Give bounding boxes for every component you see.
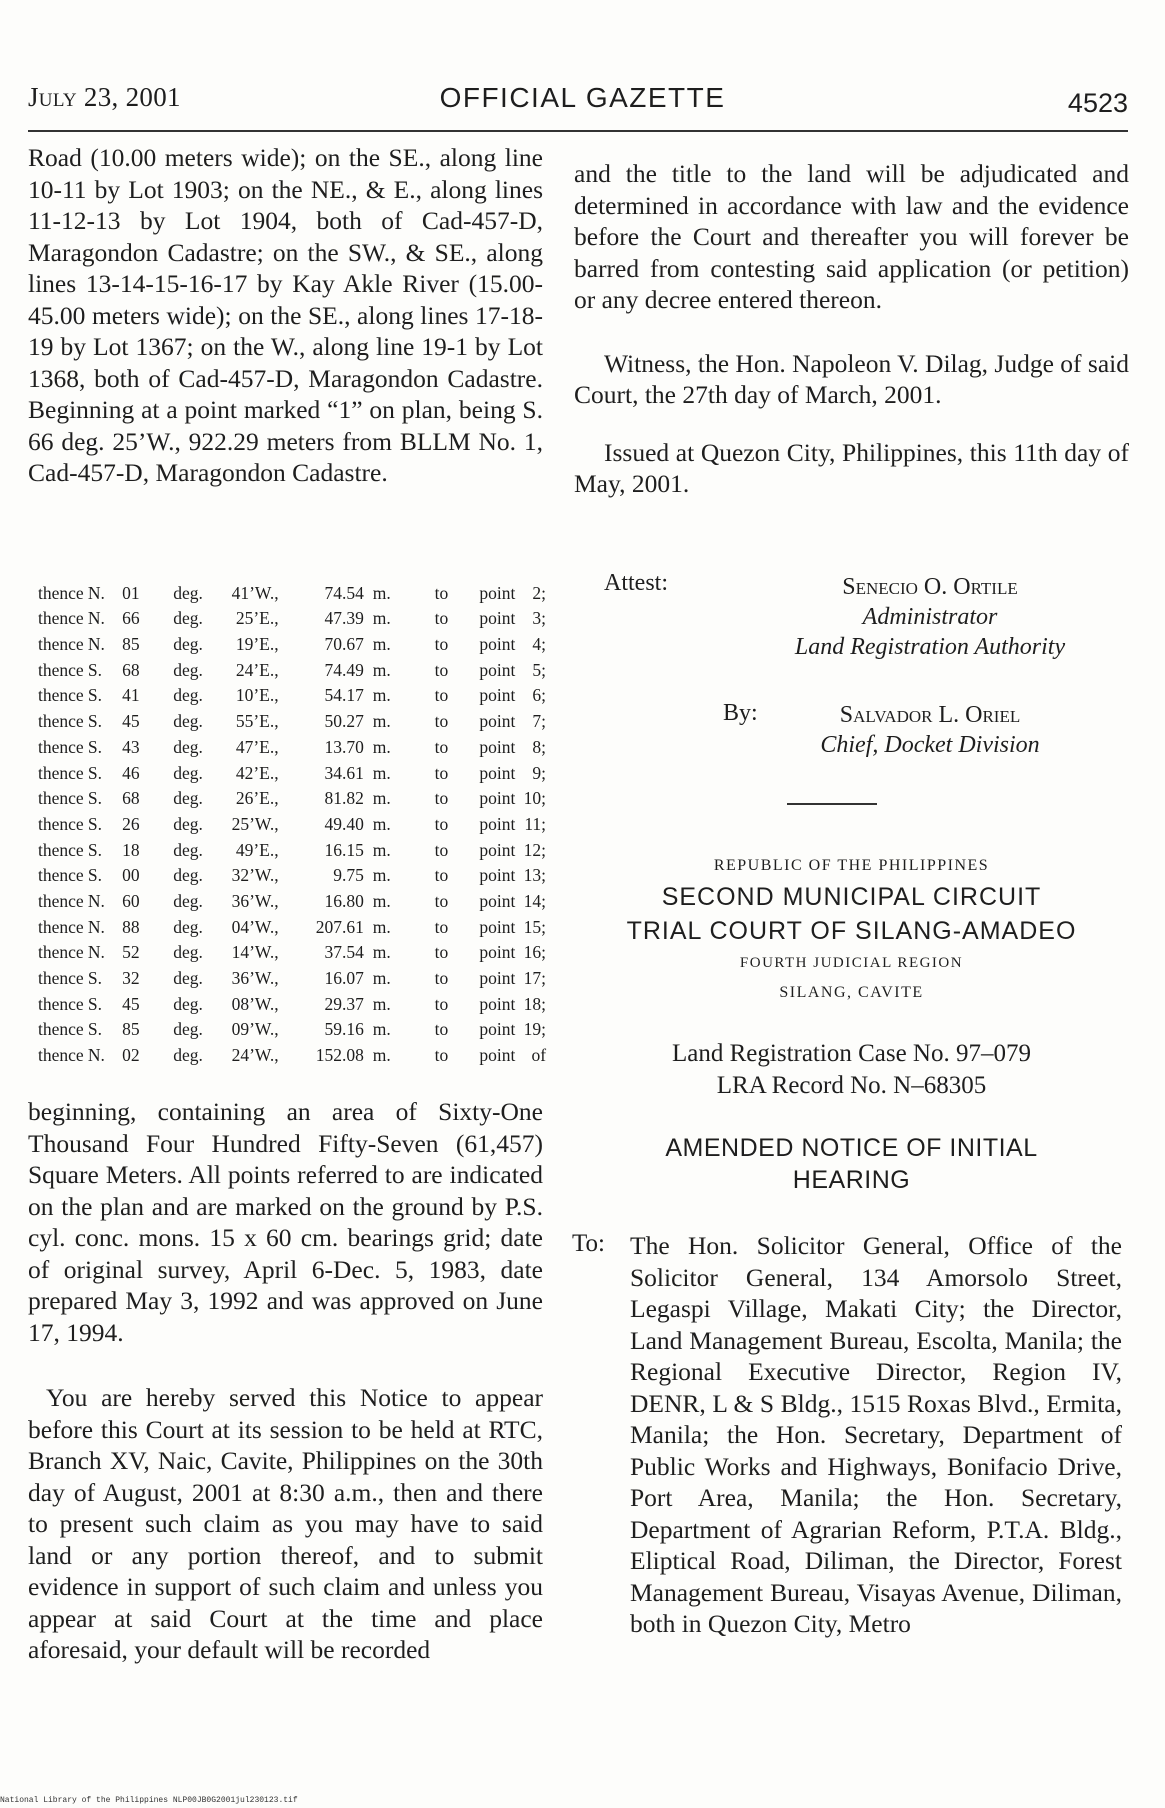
bearing-cell-pt: point [479, 582, 516, 603]
bearing-cell-m: m. [372, 762, 391, 783]
bearing-row [38, 732, 546, 758]
bearing-cell-d: S. [87, 1019, 102, 1040]
bearing-cell-u: deg. [173, 659, 203, 680]
bearing-cell-d: N. [87, 608, 105, 629]
bearing-cell-pt: point [479, 711, 516, 732]
bearing-cell-dist: 29.37 [324, 993, 364, 1014]
bearing-cell-to: to [434, 736, 449, 757]
bearing-cell-to: to [434, 711, 449, 732]
bearing-cell-dist: 16.07 [324, 968, 364, 988]
bearing-cell-deg: 85 [122, 1019, 140, 1040]
attest-block [760, 572, 1100, 662]
bearing-cell-to: to [434, 839, 449, 860]
bearing-cell-dist: 207.61 [315, 916, 364, 937]
bearing-cell-deg: 60 [122, 890, 140, 911]
bearing-cell-pt: point [479, 634, 516, 655]
bearing-cell-dist: 74.54 [324, 582, 364, 603]
right-column [574, 158, 1129, 500]
bearing-cell-deg: 52 [122, 942, 140, 963]
bearing-cell-pt: point [479, 659, 516, 680]
bearing-cell-d: S. [87, 736, 102, 757]
bearing-cell-min: 36’W., [231, 890, 279, 911]
bearing-cell-d: N. [87, 942, 105, 963]
bearing-cell-u: deg. [173, 890, 203, 911]
bearing-cell-deg: 46 [122, 762, 140, 783]
bearing-cell-m: m. [372, 1045, 391, 1066]
bearing-cell-to: to [434, 1019, 449, 1040]
bearing-cell-d: S. [87, 813, 102, 834]
date-rest: 23, 2001 [76, 82, 181, 112]
to-label: To: [572, 1230, 605, 1257]
lra-record-number: LRA Record No. N–68305 [716, 1072, 987, 1099]
bearing-row [38, 886, 546, 912]
addressees-text: The Hon. Solicitor General, Office of the Solicitor General, 134 Amorsolo Street, Legaspi Village, Makati City; the Director, Land Management Bureau, Escolta, Manila; the Regional Executive Director, Region IV, DENR, L & S Bldg., 1515 Roxas Blvd., Ermita, Manila; the Hon. Secretary, Department of Public Works and Highways, Bonifacio Drive, Port Area, Manila; the Hon. Secretary, Department of Agrarian Reform, P.T.A. Bldg., Eliptical Road, Diliman, the Director, Forest Management Bureau, Visayas Avenue, Diliman, both in Quezon City, Metro [630, 1231, 1122, 1638]
bearing-cell-to: to [434, 659, 449, 680]
bearing-cell-deg: 02 [122, 1045, 140, 1066]
bearing-cell-w: thence [38, 634, 84, 655]
bearing-cell-dist: 152.08 [315, 1045, 364, 1066]
left-column [28, 142, 543, 489]
bearing-cell-n: 5; [532, 659, 547, 680]
bearing-cell-min: 32’W., [231, 865, 279, 886]
bearing-cell-w: thence [38, 942, 84, 963]
attest-label: Attest: [604, 570, 668, 596]
bearing-cell-to: to [434, 1045, 449, 1066]
bearing-cell-u: deg. [173, 582, 203, 603]
bearing-cell-deg: 45 [122, 993, 140, 1014]
bearing-cell-dist: 16.80 [324, 890, 364, 911]
bearing-cell-deg: 85 [122, 634, 140, 655]
bearing-cell-w: thence [38, 685, 84, 706]
bearing-cell-n: 13; [523, 865, 547, 886]
bearing-cell-min: 26’E., [235, 788, 279, 809]
bearing-cell-u: deg. [173, 839, 203, 860]
bearing-cell-m: m. [372, 711, 391, 732]
bearing-cell-pt: point [479, 685, 516, 706]
bearing-cell-n: 12; [523, 839, 547, 860]
bearing-cell-n: 16; [523, 942, 547, 963]
bearing-cell-pt: point [479, 813, 516, 834]
bearing-cell-n: 10; [523, 788, 547, 809]
bearing-cell-u: deg. [173, 1045, 203, 1066]
bearing-cell-dist: 9.75 [333, 865, 364, 886]
bearing-cell-w: thence [38, 968, 84, 988]
bearing-cell-pt: point [479, 865, 516, 886]
bearing-cell-m: m. [372, 916, 391, 937]
bearing-cell-u: deg. [173, 711, 203, 732]
bearing-cell-d: S. [87, 839, 102, 860]
description-paragraph: Road (10.00 meters wide); on the SE., along line 10-11 by Lot 1903; on the NE., & E., along lines 11-12-13 by Lot 1904, both of Cad-457-D, Maragondon Cadastre; on the SW., & SE., along lines 13-14-15-16-17 by Kay Akle River (15.00-45.00 meters wide); on the SE., along lines 17-18-19 by Lot 1367; on the W., along line 19-1 by Lot 1368, both of Cad-457-D, Maragondon Cadastre. Beginning at a point marked “1” on plan, being S. 66 deg. 25’W., 922.29 meters from BLLM No. 1, Cad-457-D, Maragondon Cadastre. [28, 143, 543, 487]
bearing-cell-to: to [434, 634, 449, 655]
bearing-cell-deg: 88 [122, 916, 140, 937]
court-location: SILANG, CAVITE [779, 984, 924, 1001]
bearing-cell-w: thence [38, 659, 84, 680]
bearing-cell-d: N. [87, 582, 105, 603]
bearing-cell-deg: 43 [122, 736, 140, 757]
bearing-row [38, 706, 546, 732]
bearing-cell-n: 4; [532, 634, 547, 655]
bearing-cell-pt: point [479, 916, 516, 937]
bearing-cell-m: m. [372, 608, 391, 629]
bearing-cell-min: 10’E., [235, 685, 279, 706]
bearing-cell-to: to [434, 942, 449, 963]
bearing-row [38, 1015, 546, 1041]
bearing-cell-m: m. [372, 865, 391, 886]
bearing-cell-dist: 81.82 [324, 788, 364, 809]
bearing-row [38, 989, 546, 1015]
bearing-cell-dist: 74.49 [324, 659, 364, 680]
bearing-cell-u: deg. [173, 813, 203, 834]
by-title: Chief, Docket Division [820, 732, 1040, 758]
bearing-cell-w: thence [38, 608, 84, 629]
bearing-cell-d: S. [87, 968, 102, 988]
bearing-cell-m: m. [372, 968, 391, 988]
bearing-cell-n: 14; [523, 890, 547, 911]
bearing-cell-w: thence [38, 890, 84, 911]
bearing-cell-pt: point [479, 1045, 516, 1066]
bearing-cell-dist: 59.16 [324, 1019, 364, 1040]
bearing-cell-u: deg. [173, 916, 203, 937]
bearing-cell-pt: point [479, 788, 516, 809]
bearing-cell-m: m. [372, 634, 391, 655]
bearing-cell-pt: point [479, 736, 516, 757]
bearing-cell-w: thence [38, 582, 84, 603]
bearings-table [38, 578, 546, 1066]
library-watermark: National Library of the Philippines NLP00JB0G2001jul230123.tif [0, 1796, 298, 1805]
bearing-cell-m: m. [372, 1019, 391, 1040]
bearing-cell-to: to [434, 968, 449, 988]
bearing-cell-u: deg. [173, 685, 203, 706]
bearing-cell-u: deg. [173, 993, 203, 1014]
bearing-cell-deg: 01 [122, 582, 140, 603]
bearing-row [38, 1040, 546, 1066]
bearing-row [38, 629, 546, 655]
bearing-cell-w: thence [38, 813, 84, 834]
bearing-cell-min: 36’W., [231, 968, 279, 988]
bearing-cell-m: m. [372, 685, 391, 706]
bearing-cell-w: thence [38, 736, 84, 757]
bearing-cell-n: 7; [532, 711, 547, 732]
by-block [790, 700, 1070, 760]
bearing-cell-deg: 26 [122, 813, 140, 834]
bearing-cell-u: deg. [173, 762, 203, 783]
bearing-row [38, 963, 546, 989]
bearing-cell-d: S. [87, 659, 102, 680]
area-paragraph: beginning, containing an area of Sixty-One Thousand Four Hundred Fifty-Seven (61,457) Square Meters. All points referred to are indicated on the plan and are marked on the ground by P.S. cyl. conc. mons. 15 x 60 cm. bearings grid; date of original survey, April 6-Dec. 5, 1983, date prepared May 3, 1992 and was approved on June 17, 1994. [28, 1097, 543, 1347]
bearing-cell-dist: 37.54 [324, 942, 364, 963]
bearing-cell-w: thence [38, 916, 84, 937]
bearing-cell-d: N. [87, 1045, 105, 1066]
bearing-cell-d: N. [87, 634, 105, 655]
bearing-cell-pt: point [479, 762, 516, 783]
court-name-1: SECOND MUNICIPAL CIRCUIT [661, 883, 1042, 911]
publication-title: OFFICIAL GAZETTE [439, 82, 726, 113]
bearing-cell-min: 08’W., [231, 993, 279, 1014]
bearing-cell-n: 11; [524, 813, 547, 834]
left-column-continued [28, 1096, 543, 1666]
attest-name: Senecio O. Ortile [842, 574, 1018, 600]
bearing-cell-min: 24’E., [235, 659, 279, 680]
bearing-cell-pt: point [479, 839, 516, 860]
bearing-cell-m: m. [372, 659, 391, 680]
bearing-row [38, 809, 546, 835]
bearing-cell-u: deg. [173, 608, 203, 629]
bearing-cell-min: 04’W., [231, 916, 279, 937]
bearing-cell-pt: point [479, 1019, 516, 1040]
bearing-cell-min: 14’W., [231, 942, 279, 963]
date-month: July [28, 82, 77, 112]
bearing-cell-u: deg. [173, 968, 203, 988]
judicial-region: FOURTH JUDICIAL REGION [739, 955, 964, 971]
bearing-cell-min: 25’W., [231, 813, 279, 834]
bearing-cell-pt: point [479, 890, 516, 911]
page-number: 4523 [1067, 88, 1128, 118]
bearing-cell-m: m. [372, 788, 391, 809]
bearing-cell-d: S. [87, 865, 102, 886]
bearing-cell-d: N. [87, 916, 105, 937]
bearing-cell-n: 19; [523, 1019, 547, 1040]
bearing-cell-dist: 70.67 [324, 634, 364, 655]
bearing-cell-to: to [434, 916, 449, 937]
bearing-cell-u: deg. [173, 1019, 203, 1040]
bearing-cell-n: 15; [523, 916, 547, 937]
bearing-cell-to: to [434, 890, 449, 911]
bearing-cell-deg: 18 [122, 839, 140, 860]
bearing-cell-to: to [434, 608, 449, 629]
bearing-cell-to: to [434, 865, 449, 886]
republic-line: REPUBLIC OF THE PHILIPPINES [713, 857, 990, 874]
header-rule [28, 130, 1128, 132]
bearing-cell-to: to [434, 582, 449, 603]
bearing-row [38, 835, 546, 861]
bearing-cell-dist: 47.39 [324, 608, 364, 629]
bearing-cell-deg: 45 [122, 711, 140, 732]
attest-agency: Land Registration Authority [794, 634, 1066, 660]
bearing-row [38, 758, 546, 784]
bearing-row [38, 681, 546, 707]
bearing-cell-dist: 54.17 [324, 685, 364, 706]
bearing-cell-deg: 66 [122, 608, 140, 629]
bearing-cell-min: 19’E., [235, 634, 279, 655]
bearing-cell-to: to [434, 762, 449, 783]
notice-paragraph: You are hereby served this Notice to appear before this Court at its session to be held at RTC, Branch XV, Naic, Cavite, Philippines on the 30th day of August, 2001 at 8:30 a.m., then and there to present such claim as you may have to said land or any portion thereof, and to submit evidence in support of such claim and unless you appear at said Court at the time and place aforesaid, your default will be recorded [28, 1383, 543, 1664]
bearing-row [38, 578, 546, 604]
bearing-cell-min: 24’W., [231, 1045, 279, 1066]
bearing-cell-d: S. [87, 993, 102, 1014]
by-label: By: [723, 700, 758, 726]
bearing-cell-min: 47’E., [235, 736, 279, 757]
bearing-cell-dist: 50.27 [324, 711, 364, 732]
bearing-cell-min: 25’E., [235, 608, 279, 629]
by-name: Salvador L. Oriel [839, 702, 1021, 728]
bearing-cell-n: of [531, 1045, 547, 1066]
bearing-cell-w: thence [38, 762, 84, 783]
bearing-cell-n: 8; [532, 736, 547, 757]
bearing-cell-to: to [434, 993, 449, 1014]
notice-title-2: HEARING [792, 1166, 911, 1194]
bearing-cell-d: N. [87, 890, 105, 911]
bearing-cell-min: 41’W., [231, 582, 279, 603]
bearing-cell-min: 09’W., [231, 1019, 279, 1040]
bearing-cell-to: to [434, 813, 449, 834]
bearing-cell-m: m. [372, 942, 391, 963]
bearing-cell-n: 6; [532, 685, 547, 706]
bearing-cell-m: m. [372, 993, 391, 1014]
bearing-cell-n: 2; [532, 582, 547, 603]
bearing-cell-m: m. [372, 839, 391, 860]
bearing-row [38, 655, 546, 681]
bearing-cell-u: deg. [173, 736, 203, 757]
bearing-cell-dist: 13.70 [324, 736, 364, 757]
bearing-cell-m: m. [372, 813, 391, 834]
bearing-cell-u: deg. [173, 865, 203, 886]
court-name-2: TRIAL COURT OF SILANG-AMADEO [626, 917, 1077, 945]
bearing-cell-to: to [434, 788, 449, 809]
bearing-row [38, 912, 546, 938]
bearing-cell-u: deg. [173, 942, 203, 963]
bearing-row [38, 861, 546, 887]
witness-paragraph: Witness, the Hon. Napoleon V. Dilag, Judge of said Court, the 27th day of March, 2001. [574, 348, 1129, 409]
bearing-row [38, 784, 546, 810]
bearing-cell-d: S. [87, 685, 102, 706]
addressees-block [630, 1230, 1122, 1640]
bearing-cell-pt: point [479, 968, 516, 988]
bearing-cell-dist: 49.40 [324, 813, 364, 834]
case-number: Land Registration Case No. 97–079 [672, 1040, 1031, 1067]
bearing-cell-w: thence [38, 1045, 84, 1066]
bearing-cell-d: S. [87, 711, 102, 732]
bearing-cell-dist: 16.15 [324, 839, 364, 860]
bearing-cell-m: m. [372, 736, 391, 757]
bearing-cell-w: thence [38, 1019, 84, 1040]
bearing-cell-d: S. [87, 762, 102, 783]
bearing-cell-w: thence [38, 711, 84, 732]
bearing-cell-m: m. [372, 890, 391, 911]
bearing-cell-n: 18; [523, 993, 547, 1014]
bearing-cell-w: thence [38, 993, 84, 1014]
notice-title-1: AMENDED NOTICE OF INITIAL [665, 1134, 1038, 1162]
bearing-cell-deg: 68 [122, 659, 140, 680]
bearing-cell-m: m. [372, 582, 391, 603]
bearing-cell-min: 55’E., [235, 711, 279, 732]
bearing-cell-u: deg. [173, 788, 203, 809]
bearing-cell-dist: 34.61 [324, 762, 364, 783]
bearing-cell-d: S. [87, 788, 102, 809]
issued-paragraph: Issued at Quezon City, Philippines, this 11th day of May, 2001. [574, 437, 1129, 498]
bearing-cell-deg: 00 [122, 865, 140, 886]
bearing-cell-w: thence [38, 788, 84, 809]
bearing-cell-n: 3; [532, 608, 547, 629]
bearing-row [38, 604, 546, 630]
bearing-row [38, 938, 546, 964]
attest-title: Administrator [862, 604, 998, 630]
bearing-cell-deg: 68 [122, 788, 140, 809]
bearing-cell-w: thence [38, 839, 84, 860]
bearing-cell-n: 17; [523, 968, 547, 988]
bearing-cell-min: 42’E., [235, 762, 279, 783]
bearing-cell-to: to [434, 685, 449, 706]
bearing-cell-deg: 41 [122, 685, 140, 706]
bearing-cell-min: 49’E., [235, 839, 279, 860]
court-heading [574, 852, 1129, 1196]
bearing-cell-pt: point [479, 993, 516, 1014]
section-divider [787, 803, 877, 805]
bearing-cell-u: deg. [173, 634, 203, 655]
bearing-cell-deg: 32 [122, 968, 140, 988]
bearing-cell-pt: point [479, 942, 516, 963]
bearing-cell-pt: point [479, 608, 516, 629]
adjudication-paragraph: and the title to the land will be adjudicated and determined in accordance with law and the evidence before the Court and thereafter you will forever be barred from contesting said application (or petition) or any decree entered thereon. [574, 159, 1129, 314]
bearing-cell-n: 9; [532, 762, 547, 783]
bearing-cell-w: thence [38, 865, 84, 886]
